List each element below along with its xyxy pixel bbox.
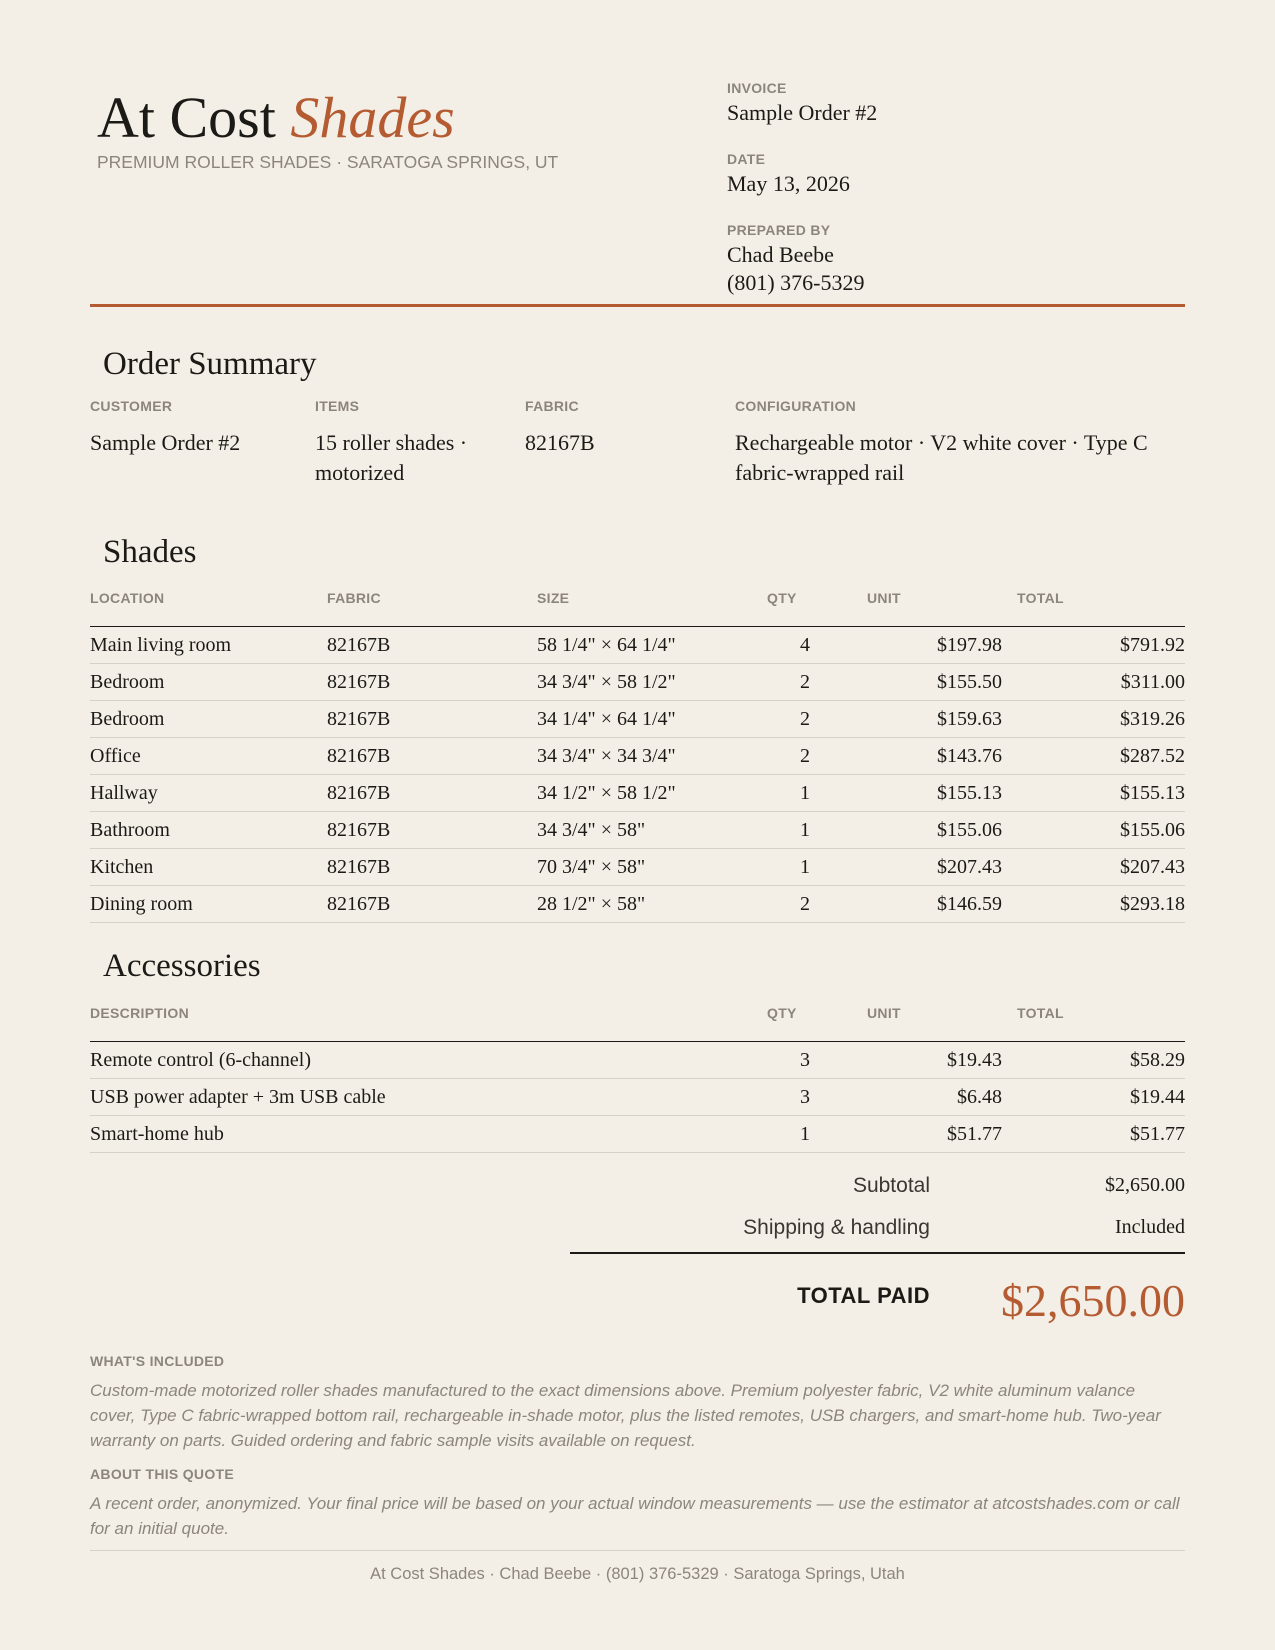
accessories-table (90, 1005, 1185, 1153)
brand-name: At Cost (97, 85, 276, 150)
qty-cell: 2 (752, 664, 852, 701)
location-cell: Bathroom (90, 812, 327, 849)
location-cell: Bedroom (90, 664, 327, 701)
brand-logo (97, 84, 455, 152)
size-cell: 34 1/2" × 58 1/2" (537, 775, 752, 812)
location-cell: Bedroom (90, 701, 327, 738)
unit-price-cell: $155.50 (852, 664, 1002, 701)
configuration-label: CONFIGURATION (735, 398, 857, 414)
unit-price-cell: $207.43 (852, 849, 1002, 886)
invoice-number: Sample Order #2 (727, 100, 878, 125)
fabric-value: 82167B (525, 430, 595, 455)
col-total: TOTAL (1002, 1005, 1185, 1042)
fabric-cell: 82167B (327, 701, 537, 738)
subtotal-value: $2,650.00 (1105, 1174, 1185, 1196)
shade-row (90, 627, 1185, 664)
subtotal-label: Subtotal (852, 1174, 930, 1197)
shade-row (90, 738, 1185, 775)
qty-cell: 4 (752, 627, 852, 664)
accessory-row (90, 1079, 1185, 1116)
brand-accent: Shades (290, 85, 455, 150)
location-cell: Kitchen (90, 849, 327, 886)
line-total-cell: $51.77 (1002, 1116, 1185, 1153)
size-cell: 28 1/2" × 58" (537, 886, 752, 923)
totals-divider (570, 1252, 1185, 1254)
col-qty: QTY (752, 590, 852, 627)
unit-price-cell: $197.98 (852, 627, 1002, 664)
accessories-title: Accessories (103, 948, 261, 984)
line-total-cell: $293.18 (1002, 886, 1185, 923)
shades-header-row (90, 590, 1185, 627)
date-label: DATE (727, 151, 766, 167)
qty-cell: 1 (752, 812, 852, 849)
col-location: LOCATION (90, 590, 327, 627)
fabric-cell: 82167B (327, 812, 537, 849)
footer: At Cost Shades · Chad Beebe · (801) 376-5329 · Saratoga Springs, Utah (370, 1565, 905, 1583)
col-description: DESCRIPTION (90, 1005, 752, 1042)
footer-divider (90, 1550, 1185, 1551)
description-cell: Remote control (6-channel) (90, 1042, 752, 1079)
fabric-cell: 82167B (327, 849, 537, 886)
line-total-cell: $207.43 (1002, 849, 1185, 886)
qty-cell: 2 (752, 701, 852, 738)
shade-row (90, 664, 1185, 701)
prepared-by-name: Chad Beebe (727, 242, 834, 267)
col-qty: QTY (752, 1005, 852, 1042)
location-cell: Office (90, 738, 327, 775)
fabric-cell: 82167B (327, 775, 537, 812)
line-total-cell: $58.29 (1002, 1042, 1185, 1079)
description-cell: USB power adapter + 3m USB cable (90, 1079, 752, 1116)
fabric-cell: 82167B (327, 627, 537, 664)
col-unit: UNIT (852, 590, 1002, 627)
total-paid-label: TOTAL PAID (797, 1283, 930, 1308)
line-total-cell: $287.52 (1002, 738, 1185, 775)
shade-row (90, 775, 1185, 812)
unit-price-cell: $159.63 (852, 701, 1002, 738)
accessory-row (90, 1042, 1185, 1079)
location-cell: Hallway (90, 775, 327, 812)
qty-cell: 2 (752, 886, 852, 923)
shade-row (90, 849, 1185, 886)
items-label: ITEMS (315, 398, 360, 414)
about-quote-label: ABOUT THIS QUOTE (90, 1466, 235, 1482)
invoice-label: INVOICE (727, 80, 787, 96)
items-value: 15 roller shades · motorized (315, 430, 468, 485)
line-total-cell: $791.92 (1002, 627, 1185, 664)
configuration-value: Rechargeable motor · V2 white cover · Type C fabric-wrapped rail (735, 430, 1148, 485)
shade-row (90, 812, 1185, 849)
col-size: SIZE (537, 590, 752, 627)
customer-value: Sample Order #2 (90, 430, 241, 455)
size-cell: 70 3/4" × 58" (537, 849, 752, 886)
shade-row (90, 701, 1185, 738)
shipping-value: Included (1115, 1216, 1185, 1238)
size-cell: 58 1/4" × 64 1/4" (537, 627, 752, 664)
size-cell: 34 1/4" × 64 1/4" (537, 701, 752, 738)
shades-title: Shades (103, 534, 197, 570)
invoice-date: May 13, 2026 (727, 171, 850, 196)
total-paid-value: $2,650.00 (1001, 1275, 1185, 1326)
unit-price-cell: $6.48 (852, 1079, 1002, 1116)
unit-price-cell: $155.13 (852, 775, 1002, 812)
col-total: TOTAL (1002, 590, 1185, 627)
size-cell: 34 3/4" × 58 1/2" (537, 664, 752, 701)
customer-label: CUSTOMER (90, 398, 173, 414)
unit-price-cell: $146.59 (852, 886, 1002, 923)
unit-price-cell: $143.76 (852, 738, 1002, 775)
size-cell: 34 3/4" × 34 3/4" (537, 738, 752, 775)
summary-fabric (525, 398, 705, 458)
whats-included-text: Custom-made motorized roller shades manufactured to the exact dimensions above. Premium polyester fabric, V2 white aluminum valance cover, Type C fabric-wrapped bottom rail, rechargeable in-shade motor, plus the listed remotes, USB chargers, and smart-home hub. Two-year warranty on parts. Guided ordering and fabric sample visits available on request. (90, 1381, 1161, 1450)
prepared-by-label: PREPARED BY (727, 222, 831, 238)
line-total-cell: $319.26 (1002, 701, 1185, 738)
qty-cell: 3 (752, 1042, 852, 1079)
qty-cell: 1 (752, 849, 852, 886)
qty-cell: 1 (752, 1116, 852, 1153)
shades-table (90, 590, 1185, 923)
qty-cell: 3 (752, 1079, 852, 1116)
fabric-cell: 82167B (327, 738, 537, 775)
header-divider (90, 304, 1185, 307)
line-total-cell: $311.00 (1002, 664, 1185, 701)
fabric-cell: 82167B (327, 886, 537, 923)
notes-section (90, 1353, 1185, 1541)
summary-customer (90, 398, 290, 458)
shipping-label: Shipping & handling (743, 1216, 930, 1239)
accessory-row (90, 1116, 1185, 1153)
brand-tagline: PREMIUM ROLLER SHADES · SARATOGA SPRINGS, UT (97, 152, 559, 172)
invoice-meta (727, 80, 1127, 297)
description-cell: Smart-home hub (90, 1116, 752, 1153)
line-total-cell: $155.06 (1002, 812, 1185, 849)
col-fabric: FABRIC (327, 590, 537, 627)
summary-configuration (735, 398, 1185, 488)
location-cell: Main living room (90, 627, 327, 664)
summary-items (315, 398, 505, 488)
accessories-header-row (90, 1005, 1185, 1042)
fabric-cell: 82167B (327, 664, 537, 701)
unit-price-cell: $155.06 (852, 812, 1002, 849)
line-total-cell: $155.13 (1002, 775, 1185, 812)
unit-price-cell: $19.43 (852, 1042, 1002, 1079)
shade-row (90, 886, 1185, 923)
about-quote-text: A recent order, anonymized. Your final price will be based on your actual window measurements — use the estimator at atcostshades.com or call for an initial quote. (90, 1494, 1180, 1538)
qty-cell: 2 (752, 738, 852, 775)
col-unit: UNIT (852, 1005, 1002, 1042)
qty-cell: 1 (752, 775, 852, 812)
order-summary-title: Order Summary (103, 346, 317, 382)
whats-included-label: WHAT'S INCLUDED (90, 1353, 225, 1369)
prepared-by-phone: (801) 376-5329 (727, 270, 865, 295)
location-cell: Dining room (90, 886, 327, 923)
fabric-label: FABRIC (525, 398, 579, 414)
unit-price-cell: $51.77 (852, 1116, 1002, 1153)
line-total-cell: $19.44 (1002, 1079, 1185, 1116)
size-cell: 34 3/4" × 58" (537, 812, 752, 849)
